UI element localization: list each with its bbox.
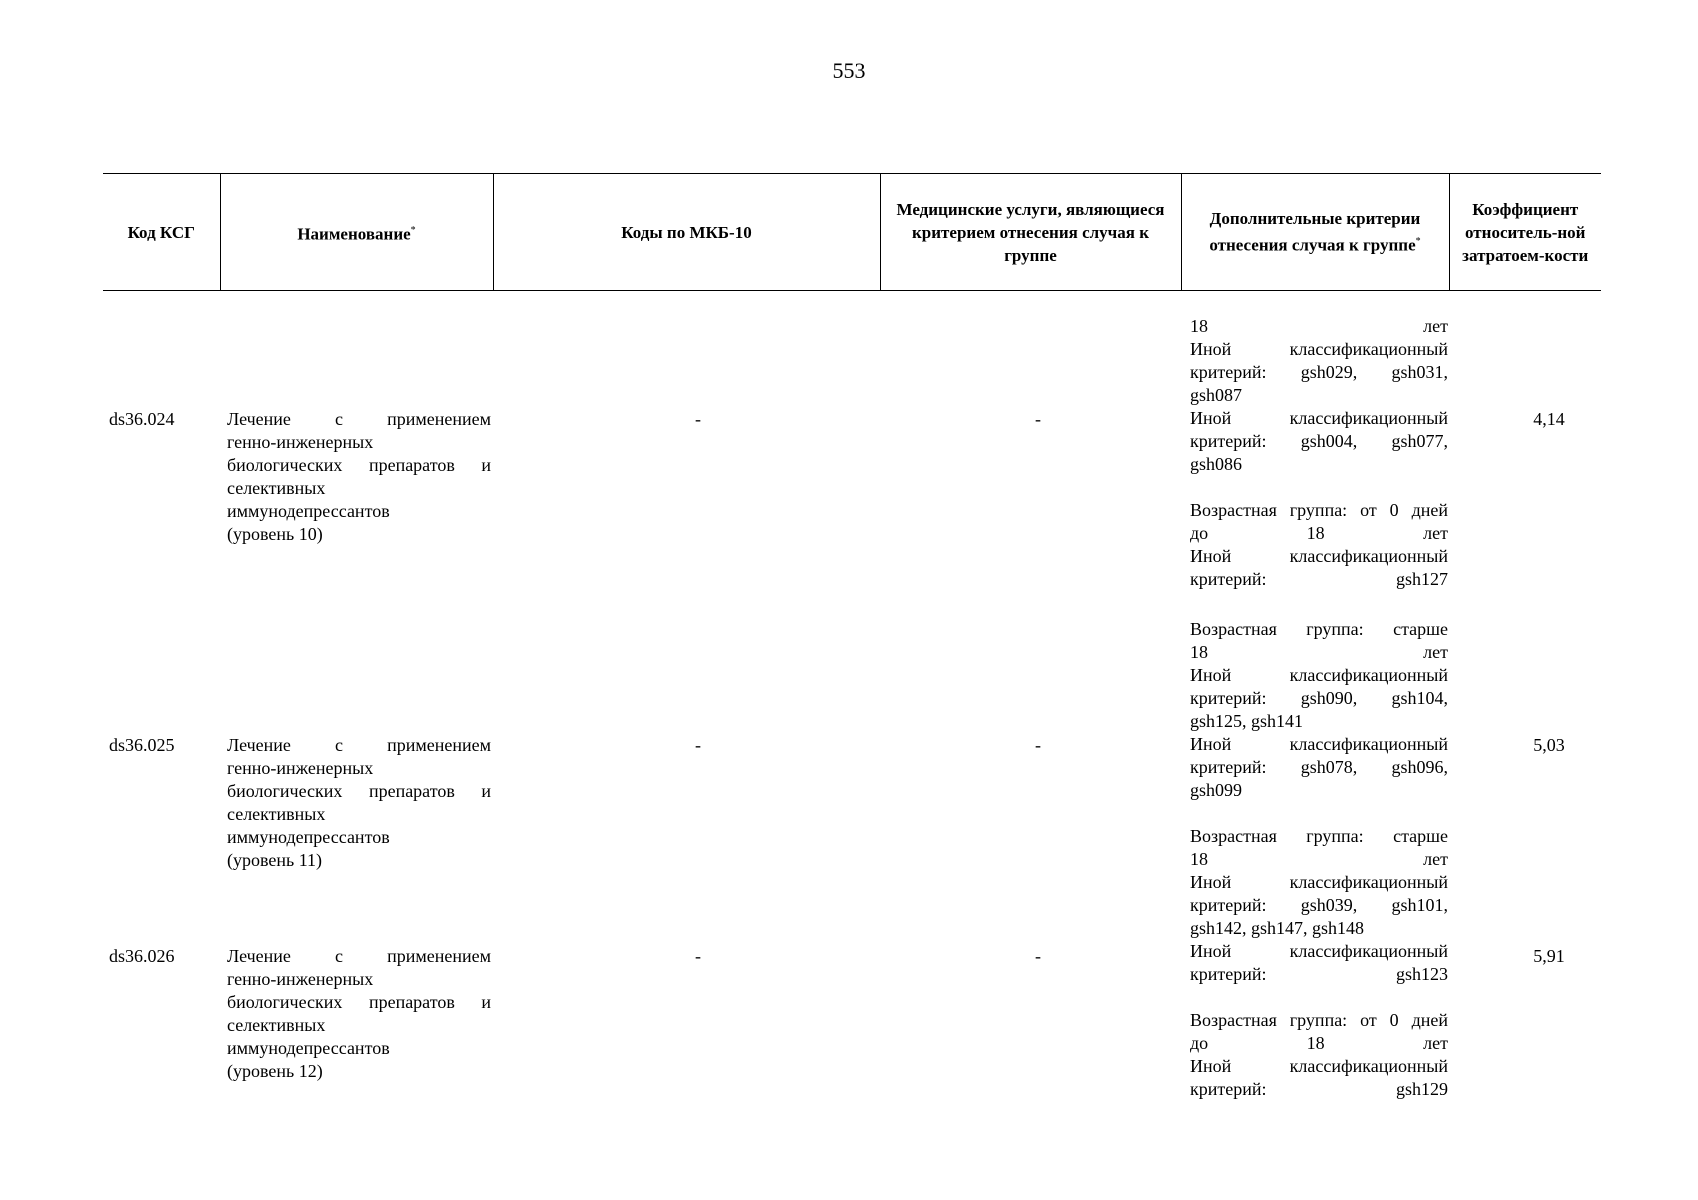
coefficient: 4,14	[1533, 409, 1565, 429]
ksg-name: Лечение с применением генно-инженерных биологических препаратов и селективных иммунодепрессантов (уровень 10)	[227, 409, 491, 544]
criteria-line: критерий: gsh039, gsh101,	[1190, 895, 1448, 915]
criteria-gap	[1190, 802, 1448, 825]
header-criteria: Дополнительные критерии отнесения случая к группе*	[1181, 174, 1449, 291]
criteria-line: 18 лет	[1190, 849, 1448, 869]
criteria-line: gsh099	[1190, 780, 1243, 800]
criteria-line: критерий: gsh129	[1190, 1079, 1448, 1099]
criteria-line: Иной классификационный	[1190, 734, 1448, 754]
criteria-line: Возрастная группа: от 0 дней	[1190, 1010, 1448, 1030]
criteria-gap	[1190, 986, 1448, 1009]
mkb-codes: -	[695, 946, 701, 966]
criteria-line: gsh142, gsh147, gsh148	[1190, 918, 1365, 938]
criteria-line: Иной классификационный	[1190, 872, 1448, 892]
criteria-line: критерий: gsh078, gsh096,	[1190, 757, 1448, 777]
mkb-codes: -	[695, 735, 701, 755]
criteria-line: Иной классификационный	[1190, 546, 1448, 566]
ksg-name: Лечение с применением генно-инженерных биологических препаратов и селективных иммунодепрессантов (уровень 12)	[227, 946, 491, 1081]
criteria-line: Возрастная группа: старше	[1190, 826, 1448, 846]
medical-services: -	[1035, 409, 1041, 429]
coefficient: 5,03	[1533, 735, 1565, 755]
ksg-code: ds36.026	[109, 946, 175, 966]
criteria-line: до 18 лет	[1190, 1033, 1448, 1053]
criteria-line: Возрастная группа: от 0 дней	[1190, 500, 1448, 520]
table-header	[103, 173, 1601, 291]
criteria-line: 18 лет	[1190, 316, 1448, 336]
criteria-line: gsh087	[1190, 385, 1243, 405]
criteria-line: gsh125, gsh141	[1190, 711, 1304, 731]
ksg-code: ds36.024	[109, 409, 175, 429]
criteria-line: Иной классификационный	[1190, 665, 1448, 685]
mkb-codes: -	[695, 409, 701, 429]
header-mkb: Коды по МКБ-10	[493, 174, 880, 291]
criteria-block	[1190, 618, 1448, 1101]
criteria-line: критерий: gsh127	[1190, 569, 1448, 589]
criteria-line: Иной классификационный	[1190, 408, 1448, 428]
medical-services: -	[1035, 946, 1041, 966]
criteria-line: 18 лет	[1190, 642, 1448, 662]
criteria-gap	[1190, 476, 1448, 499]
criteria-line: критерий: gsh004, gsh077,	[1190, 431, 1448, 451]
criteria-block	[1190, 315, 1448, 591]
header-coefficient: Коэффициент относитель-ной затратоем-кости	[1449, 174, 1601, 291]
header-code: Код КСГ	[103, 174, 220, 291]
criteria-line: критерий: gsh123	[1190, 964, 1448, 984]
medical-services: -	[1035, 735, 1041, 755]
header-services: Медицинские услуги, являющиеся критерием отнесения случая к группе	[880, 174, 1181, 291]
page-number: 553	[832, 58, 866, 83]
criteria-line: Иной классификационный	[1190, 1056, 1448, 1076]
ksg-code: ds36.025	[109, 735, 175, 755]
criteria-line: Иной классификационный	[1190, 339, 1448, 359]
criteria-line: Иной классификационный	[1190, 941, 1448, 961]
header-name: Наименование*	[220, 174, 493, 291]
criteria-line: критерий: gsh090, gsh104,	[1190, 688, 1448, 708]
ksg-name: Лечение с применением генно-инженерных биологических препаратов и селективных иммунодепрессантов (уровень 11)	[227, 735, 491, 870]
criteria-line: Возрастная группа: старше	[1190, 619, 1448, 639]
criteria-line: критерий: gsh029, gsh031,	[1190, 362, 1448, 382]
criteria-line: до 18 лет	[1190, 523, 1448, 543]
criteria-line: gsh086	[1190, 454, 1243, 474]
coefficient: 5,91	[1533, 946, 1565, 966]
